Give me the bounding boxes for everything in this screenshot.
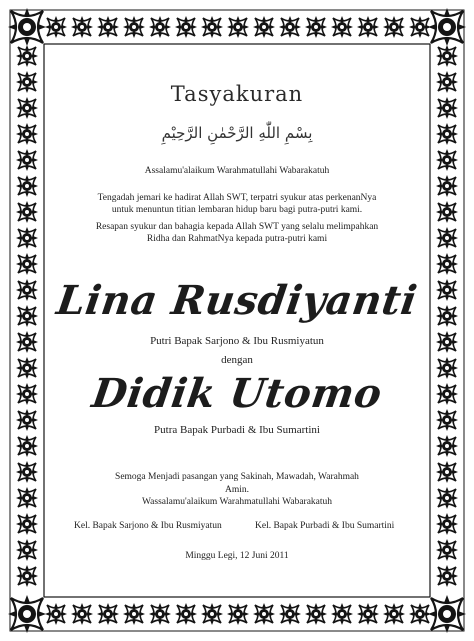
border-ornament <box>16 253 38 275</box>
border-ornament <box>436 45 458 67</box>
border-ornament <box>436 513 458 535</box>
card-title: Tasyakuran <box>170 82 304 106</box>
border-ornament <box>149 16 171 38</box>
border-ornament <box>227 16 249 38</box>
groom-name: Didik Utomo <box>89 370 385 417</box>
border-ornament <box>383 603 405 625</box>
border-ornament <box>331 603 353 625</box>
border-ornament <box>71 603 93 625</box>
bride-name: Lina Rusdiyanti <box>53 277 421 324</box>
closing-line: Semoga Menjadi pasangan yang Sakinah, Mawadah, Warahmah <box>115 472 359 482</box>
border-ornament <box>331 16 353 38</box>
border-ornament <box>279 603 301 625</box>
intro-line: Tengadah jemari ke hadirat Allah SWT, terpatri syukur atas perkenanNya <box>97 193 377 203</box>
border-ornament <box>45 16 67 38</box>
intro-line: Ridha dan RahmatNya kepada putra-putri kami <box>146 234 328 244</box>
closing-line: Amin. <box>224 485 249 495</box>
border-ornament <box>305 603 327 625</box>
border-ornament <box>436 435 458 457</box>
border-ornament <box>97 603 119 625</box>
border-ornament <box>175 16 197 38</box>
conjunction-text: dengan <box>221 354 253 366</box>
border-ornament <box>253 16 275 38</box>
event-date: Minggu Legi, 12 Juni 2011 <box>185 551 289 561</box>
border-ornament <box>16 45 38 67</box>
border-ornament <box>97 16 119 38</box>
border-ornament <box>357 603 379 625</box>
border-ornament <box>253 603 275 625</box>
border-ornament <box>16 565 38 587</box>
border-ornament <box>201 603 223 625</box>
closing-line: Wassalamu'alaikum Warahmatullahi Wabarakatuh <box>141 497 333 507</box>
border-ornament <box>16 435 38 457</box>
border-ornament <box>436 565 458 587</box>
family-left: Kel. Bapak Sarjono & Ibu Rusmiyatun <box>74 521 222 531</box>
bride-parents: Putri Bapak Sarjono & Ibu Rusmiyatun <box>150 335 324 347</box>
intro-line: Resapan syukur dan bahagia kepada Allah SWT yang selalu melimpahkan <box>95 222 379 232</box>
bismillah-calligraphy: بِسْمِ اللّٰهِ الرَّحْمٰنِ الرَّحِيْمِ <box>161 124 313 142</box>
border-ornament <box>123 603 145 625</box>
border-ornament <box>436 253 458 275</box>
border-ornament <box>409 16 431 38</box>
opening-greeting: Assalamu'alaikum Warahmatullahi Wabarakatuh <box>144 166 330 176</box>
border-ornament <box>149 603 171 625</box>
border-ornament <box>383 16 405 38</box>
border-ornament <box>45 603 67 625</box>
border-ornament <box>305 16 327 38</box>
border-ornament <box>175 603 197 625</box>
groom-parents: Putra Bapak Purbadi & Ibu Sumartini <box>154 424 320 436</box>
border-ornament <box>279 16 301 38</box>
intro-line: untuk menuntun titian lembaran hidup baru bagi putra-putri kami. <box>111 205 363 215</box>
border-ornament <box>123 16 145 38</box>
family-right: Kel. Bapak Purbadi & Ibu Sumartini <box>255 521 395 531</box>
border-ornament <box>409 603 431 625</box>
border-ornament <box>357 16 379 38</box>
border-ornament <box>16 513 38 535</box>
border-ornament <box>227 603 249 625</box>
border-ornament <box>71 16 93 38</box>
border-ornament <box>201 16 223 38</box>
